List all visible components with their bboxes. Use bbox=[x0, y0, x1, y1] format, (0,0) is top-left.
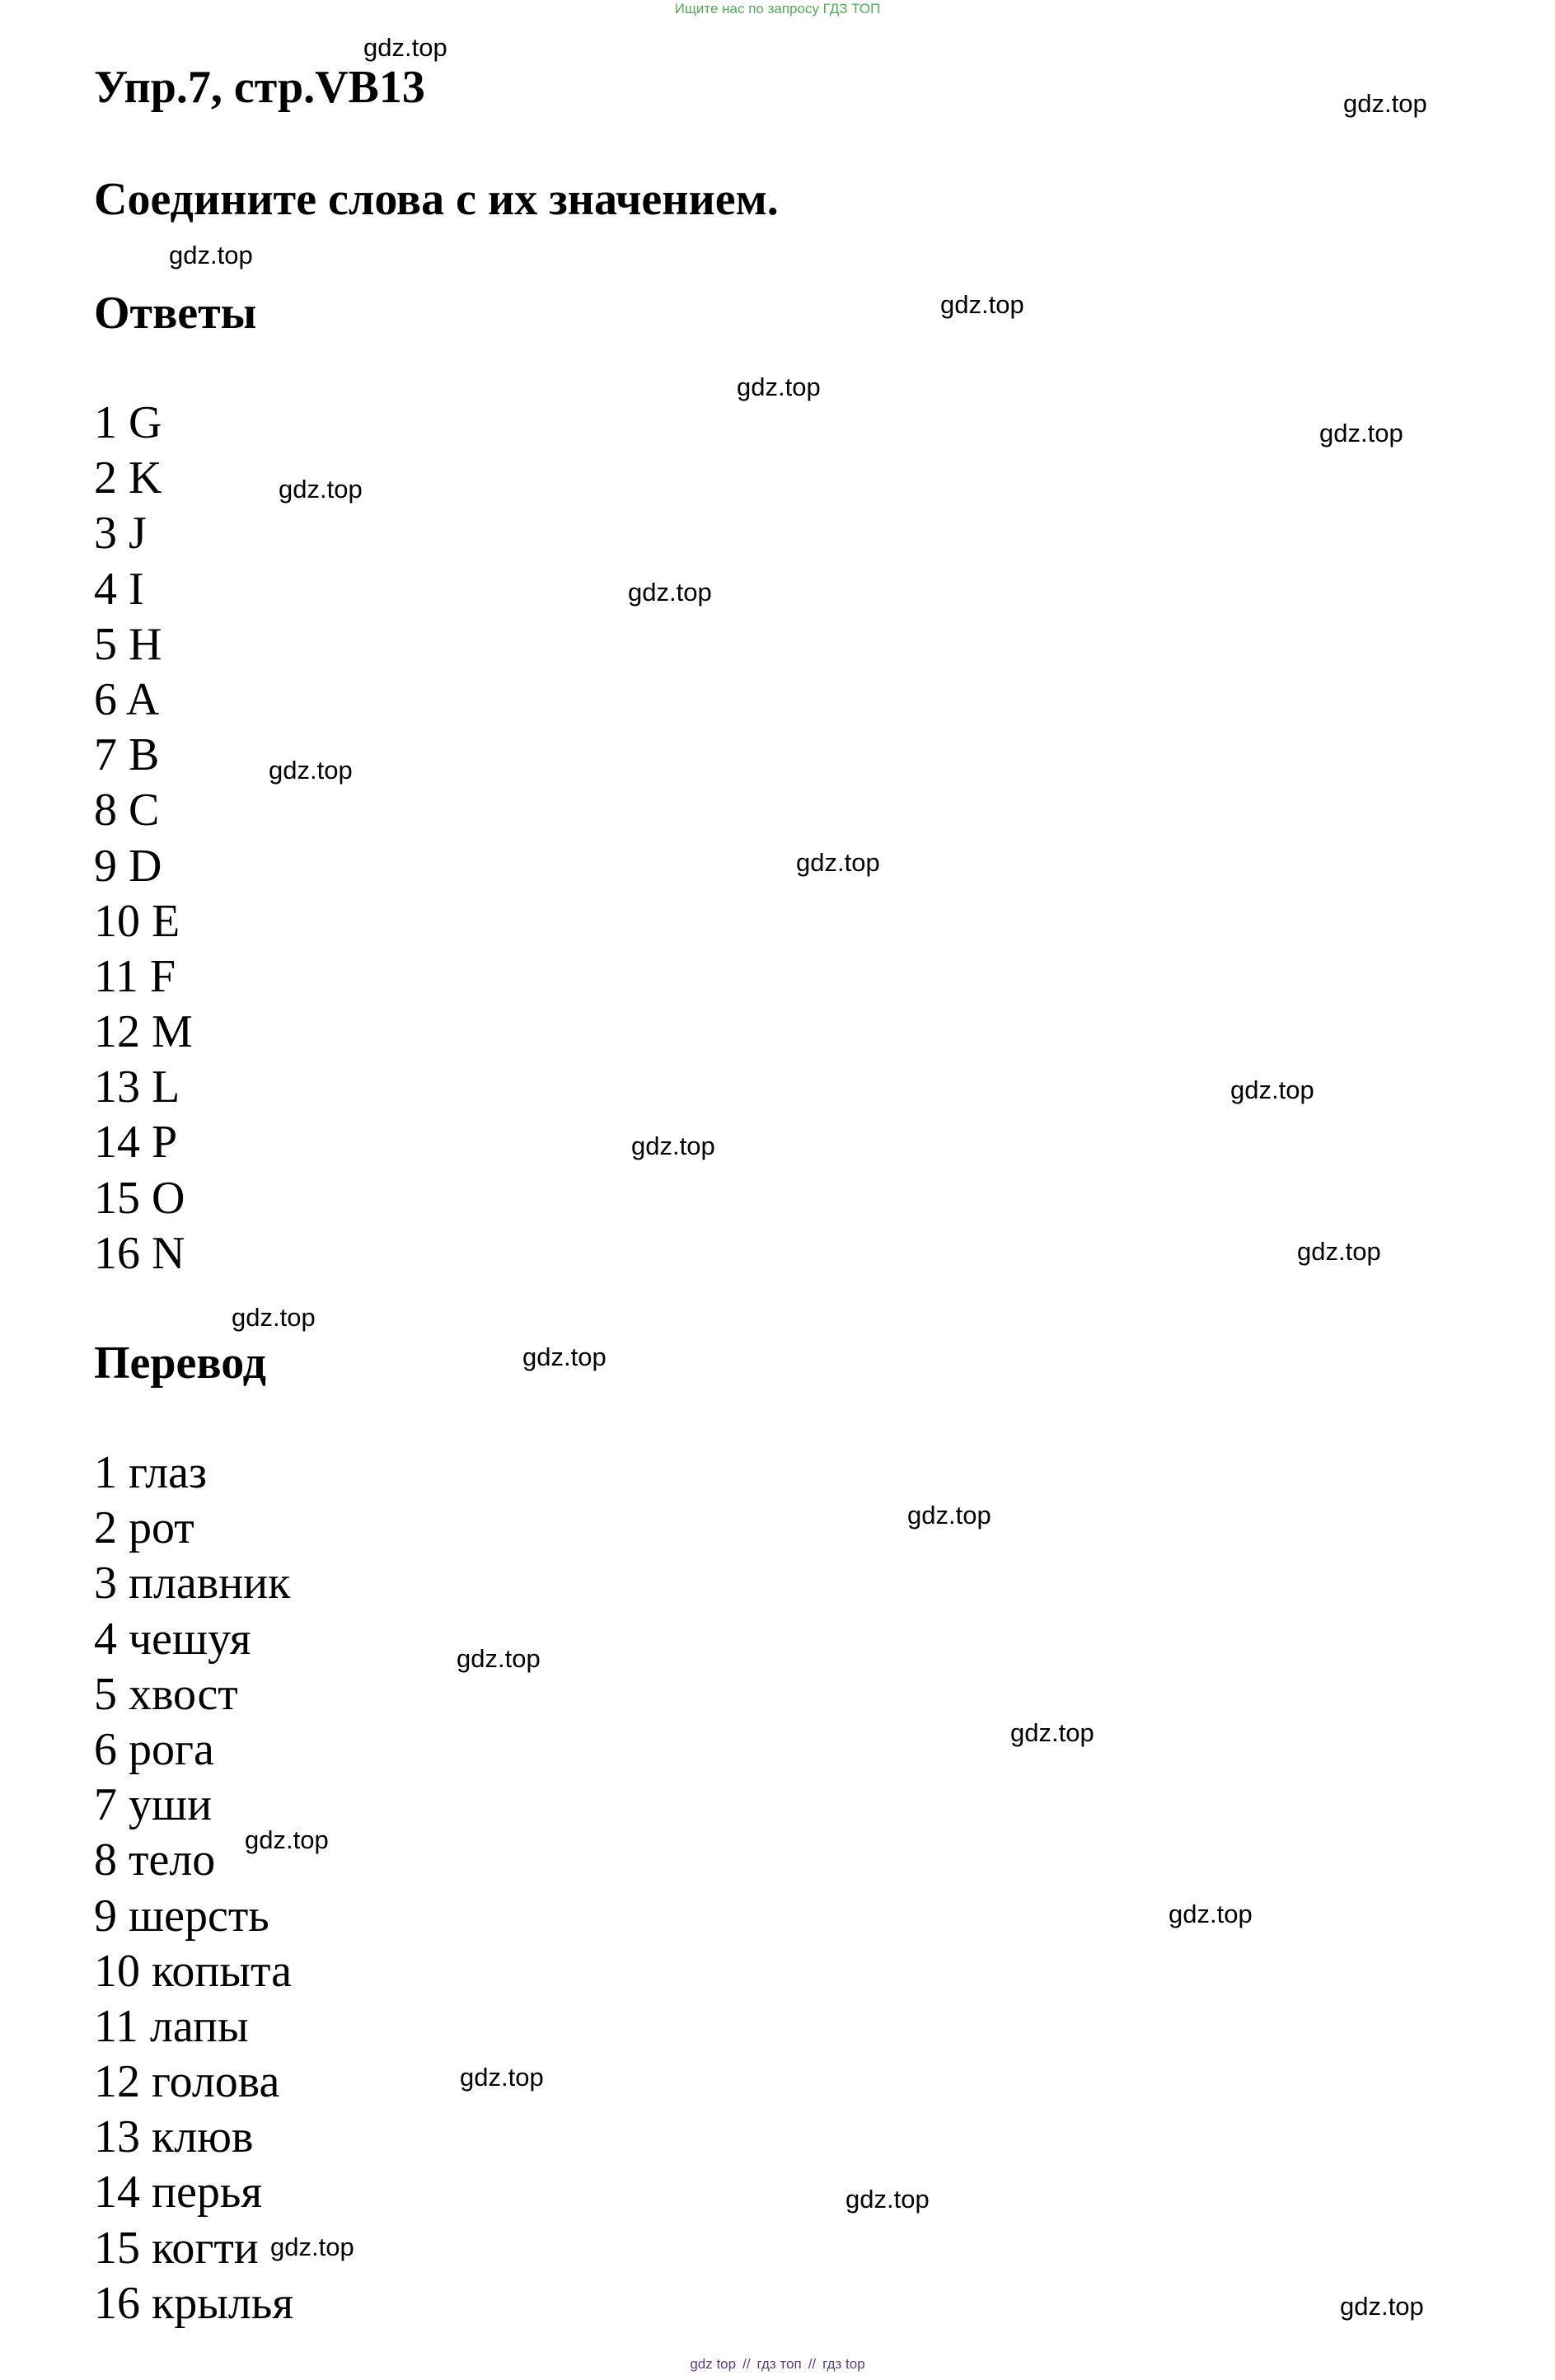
watermark: gdz.top bbox=[1340, 2292, 1424, 2321]
watermark: gdz.top bbox=[1230, 1075, 1314, 1104]
watermark: gdz.top bbox=[628, 578, 712, 607]
translation-item: 2 рот bbox=[94, 1502, 194, 1554]
answer-item: 8 C bbox=[94, 785, 160, 836]
answer-item: 11 F bbox=[94, 950, 176, 1002]
watermark: gdz.top bbox=[232, 1303, 316, 1332]
translation-item: 1 глаз bbox=[94, 1447, 208, 1498]
watermark: gdz.top bbox=[1297, 1237, 1381, 1266]
watermark: gdz.top bbox=[279, 475, 363, 504]
watermark: gdz.top bbox=[522, 1342, 607, 1371]
translation-item: 7 уши bbox=[94, 1779, 213, 1831]
watermark: gdz.top bbox=[363, 33, 447, 62]
answer-item: 15 O bbox=[94, 1172, 185, 1224]
translation-item: 8 тело bbox=[94, 1834, 216, 1886]
watermark: gdz.top bbox=[737, 372, 821, 401]
watermark: gdz.top bbox=[940, 290, 1024, 319]
exercise-instruction: Соедините слова с их значением. bbox=[94, 174, 779, 225]
answer-item: 5 H bbox=[94, 618, 162, 670]
watermark: gdz.top bbox=[457, 1644, 541, 1673]
translation-item: 16 крылья bbox=[94, 2277, 294, 2329]
watermark: gdz.top bbox=[1343, 89, 1427, 118]
watermark: gdz.top bbox=[1319, 419, 1403, 447]
watermark: gdz.top bbox=[269, 756, 353, 785]
translation-item: 10 копыта bbox=[94, 1945, 292, 1997]
watermark: gdz.top bbox=[245, 1825, 329, 1854]
answer-item: 3 J bbox=[94, 508, 147, 560]
answer-item: 1 G bbox=[94, 397, 162, 448]
translation-item: 6 рога bbox=[94, 1723, 214, 1775]
translation-item: 14 перья bbox=[94, 2167, 263, 2218]
watermark: gdz.top bbox=[796, 848, 880, 877]
answer-item: 14 P bbox=[94, 1117, 178, 1169]
answer-item: 7 B bbox=[94, 729, 160, 781]
translation-item: 4 чешуя bbox=[94, 1613, 251, 1665]
answer-item: 10 E bbox=[94, 895, 180, 947]
page-title: Упр.7, стр.VB13 bbox=[94, 62, 425, 113]
watermark: gdz.top bbox=[1169, 1900, 1253, 1928]
answer-item: 4 I bbox=[94, 563, 144, 615]
watermark: gdz.top bbox=[631, 1131, 715, 1160]
answer-item: 9 D bbox=[94, 840, 162, 892]
translation-item: 3 плавник bbox=[94, 1558, 291, 1609]
watermark: gdz.top bbox=[845, 2185, 930, 2214]
answers-heading: Ответы bbox=[94, 288, 257, 339]
watermark: gdz.top bbox=[169, 241, 253, 269]
link-separator: // bbox=[742, 2356, 751, 2372]
translation-heading: Перевод bbox=[94, 1338, 266, 1389]
answer-item: 2 K bbox=[94, 452, 162, 504]
translation-item: 5 хвост bbox=[94, 1668, 238, 1720]
answer-item: 16 N bbox=[94, 1227, 185, 1279]
translation-item: 9 шерсть bbox=[94, 1890, 269, 1942]
translation-item: 12 голова bbox=[94, 2056, 280, 2108]
watermark: gdz.top bbox=[907, 1501, 991, 1530]
answer-item: 6 A bbox=[94, 673, 160, 725]
bottom-link-gdz-top-mixed[interactable]: гдз top bbox=[822, 2356, 865, 2372]
link-separator: // bbox=[808, 2356, 817, 2372]
top-banner[interactable]: Ищите нас по запросу ГДЗ ТОП bbox=[674, 1, 881, 16]
translation-item: 15 когти bbox=[94, 2222, 259, 2274]
translation-item: 13 клюв bbox=[94, 2111, 254, 2163]
bottom-links bbox=[0, 2355, 1555, 2373]
watermark: gdz.top bbox=[460, 2063, 544, 2092]
answer-item: 12 M bbox=[94, 1006, 193, 1058]
bottom-link-gdz-top-ru[interactable]: гдз топ bbox=[756, 2356, 802, 2372]
bottom-link-gdz-top[interactable]: gdz top bbox=[690, 2356, 737, 2372]
answer-item: 13 L bbox=[94, 1061, 180, 1113]
watermark: gdz.top bbox=[270, 2232, 354, 2261]
translation-list bbox=[94, 1445, 293, 2331]
watermark: gdz.top bbox=[1010, 1718, 1094, 1747]
answers-list bbox=[94, 396, 193, 1281]
translation-item: 11 лапы bbox=[94, 2000, 249, 2052]
